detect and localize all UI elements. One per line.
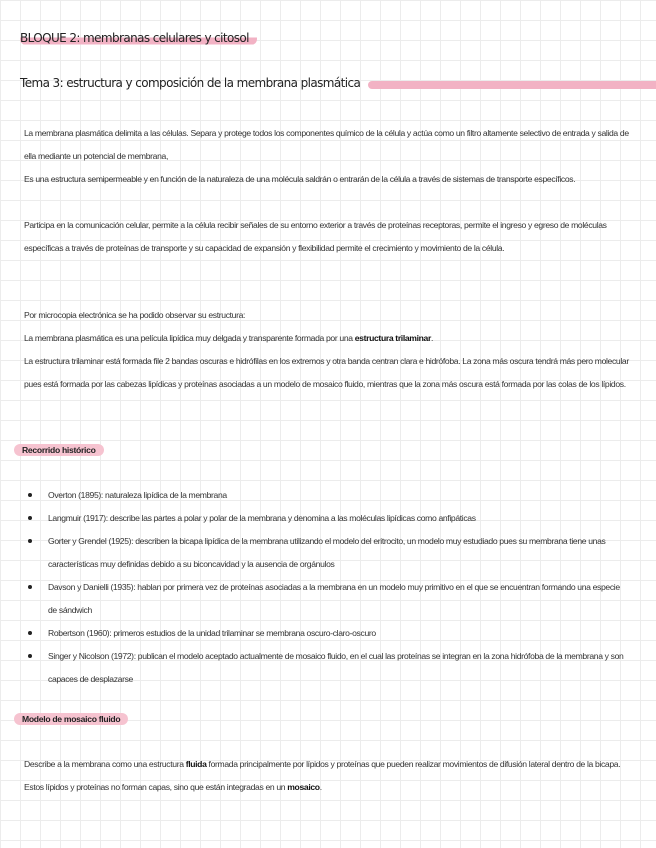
list-item-text: Davson y Danielli (1935): hablan por primera vez de proteínas asociadas a la membrana en un modelo muy primitivo en el que se encuentran formando una especie de sándwich xyxy=(48,582,620,615)
history-list xyxy=(24,484,630,691)
micro-line-2-end: . xyxy=(430,333,434,343)
list-item xyxy=(24,530,630,576)
bullet-icon xyxy=(28,585,32,589)
mosaico-text-end: . xyxy=(319,782,322,792)
mosaico-text-1: Describe a la membrana como una estructura xyxy=(24,759,186,769)
list-item xyxy=(24,576,630,622)
block-title-text: BLOQUE 2: membranas celulares y citosol xyxy=(20,31,257,45)
bullet-icon xyxy=(28,516,32,520)
list-item-text: Langmuir (1917): describe las partes a polar y polar de la membrana y denomina a las moléculas lipídicas como anfipáticas xyxy=(48,513,476,523)
list-item-text: Overton (1895): naturaleza lipídica de la membrana xyxy=(48,490,227,500)
section-heading-mosaico: Modelo de mosaico fluido xyxy=(14,713,128,725)
intro-paragraph-2: Es una estructura semipermeable y en función de la naturaleza de una molécula saldrán o entrarán de la célula a través de sistemas de transporte específicos. xyxy=(24,174,576,184)
list-item xyxy=(24,622,630,645)
mosaico-paragraph xyxy=(24,753,630,799)
bullet-icon xyxy=(28,493,32,497)
mosaico-bold-fluida: fluida xyxy=(185,759,207,769)
section-heading-recorrido: Recorrido histórico xyxy=(14,444,104,456)
bullet-icon xyxy=(28,539,32,543)
topic-underline xyxy=(368,81,656,89)
list-item-text: Robertson (1960): primeros estudios de la unidad trilaminar se membrana oscuro-claro-oscuro xyxy=(48,628,376,638)
block-title xyxy=(20,30,263,46)
list-item xyxy=(24,645,630,691)
micro-line-2-bold: estructura trilaminar xyxy=(354,333,431,343)
list-item xyxy=(24,484,630,507)
micro-line-2 xyxy=(24,327,630,350)
intro-paragraph-3: Participa en la comunicación celular, permite a la célula recibir señales de su entorno exterior a través de proteínas receptoras, permite el ingreso y egreso de moléculas específicas a través de proteínas de transporte y su capacidad de expansión y flexibilidad permite el crecimiento y movimiento de la célula. xyxy=(24,220,607,253)
list-item xyxy=(24,507,630,530)
bullet-icon xyxy=(28,631,32,635)
list-item-text: Singer y Nicolson (1972): publican el modelo aceptado actualmente de mosaico fluido, en el cual las proteínas se integran en la zona hidrófoba de la membrana y son capaces de desplazarse xyxy=(48,651,624,684)
list-item-text: Gorter y Grendel (1925): describen la bicapa lipídica de la membrana utilizando el modelo del eritrocito, un modelo muy estudiado pues su membrana tiene unas características muy definidas debido a su biconcavidad y la ausencia de orgánulos xyxy=(48,536,606,569)
intro-paragraph-1: La membrana plasmática delimita a las células. Separa y protege todos los componentes químico de la célula y actúa como un filtro altamente selectivo de entrada y salida de ella mediante un potencial de membrana, xyxy=(24,128,629,161)
bullet-icon xyxy=(28,654,32,658)
mosaico-bold-mosaico: mosaico xyxy=(287,782,320,792)
micro-line-2-text: La membrana plasmática es una película lipídica muy delgada y transparente formada por una xyxy=(24,333,355,343)
mosaico-text-2: formada principalmente por lípidos y proteínas que pueden realizar movimientos de difusión lateral dentro de la bicapa. Estos lípidos y proteínas no forman capas, sino que están integradas en un xyxy=(24,759,621,792)
topic-title: Tema 3: estructura y composición de la membrana plasmática xyxy=(20,76,361,90)
micro-line-3: La estructura trilaminar está formada file 2 bandas oscuras e hidrófilas en los extremos y otra banda centran clara e hidrófoba. La zona más oscura tendrá más pero molecular pues está formada por las cabezas lipídicas y proteínas asociadas a un modelo de mosaico fluido, mientras que la zona más oscura está formada por las colas de los lípidos. xyxy=(24,356,629,389)
micro-line-1: Por microcopia electrónica se ha podido observar su estructura: xyxy=(24,310,246,320)
